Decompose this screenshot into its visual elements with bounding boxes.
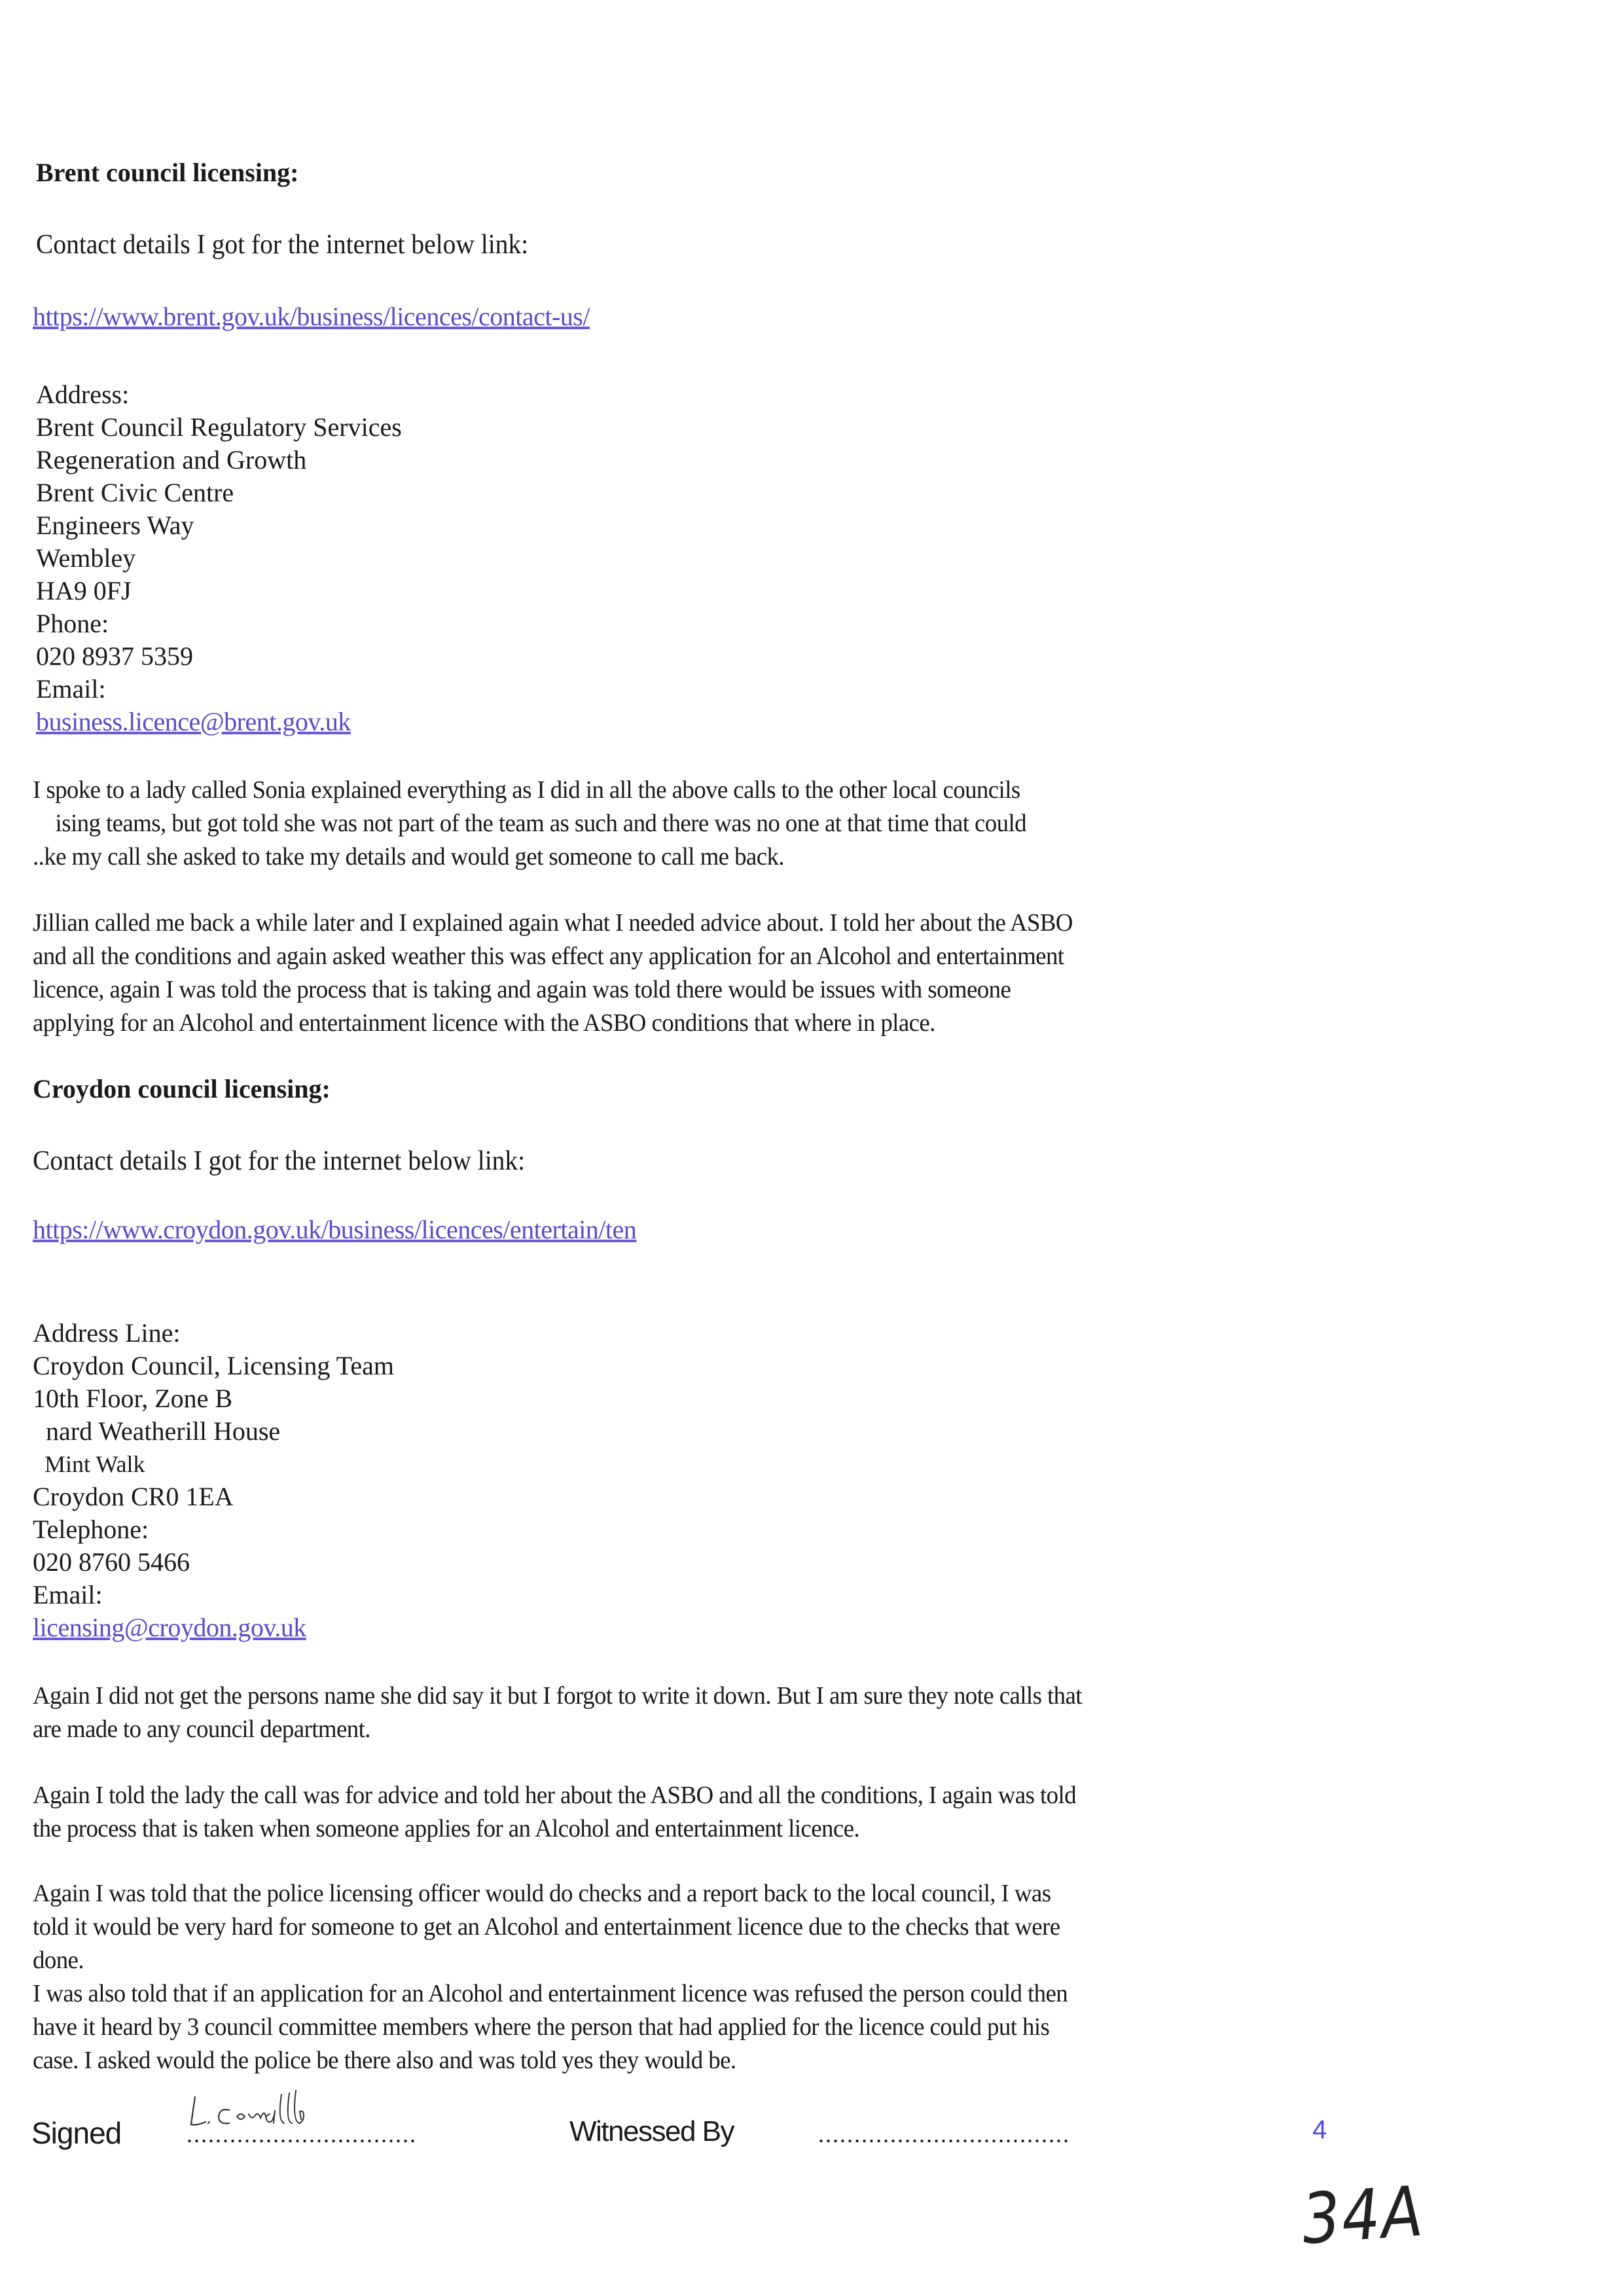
paragraph-line: licence, again I was told the process that is taking and again was told there would be issues with someone	[33, 976, 1011, 1003]
witnessed-by-label: Witnessed By	[569, 2115, 734, 2147]
croydon-phone-label: Telephone:	[33, 1515, 149, 1544]
croydon-website-link[interactable]: https://www.croydon.gov.uk/business/licences/entertain/ten	[33, 1215, 637, 1244]
signed-dotted-line: ................................	[187, 2121, 417, 2147]
brent-email-label: Email:	[36, 674, 106, 704]
page-number: 4	[1312, 2115, 1327, 2144]
paragraph-line: ..ke my call she asked to take my details and would get someone to call me back.	[33, 843, 784, 870]
paragraph-line: Again I did not get the persons name she did say it but I forgot to write it down. But I am sure they note calls that	[33, 1682, 1082, 1710]
paragraph-line: have it heard by 3 council committee members where the person that had applied for the licence could put his	[33, 2013, 1050, 2041]
brent-address-block	[36, 378, 402, 738]
brent-phone-label: Phone:	[36, 609, 109, 638]
croydon-address-line: Croydon Council, Licensing Team	[33, 1351, 394, 1380]
brent-website-link[interactable]: https://www.brent.gov.uk/business/licences/contact-us/	[33, 302, 590, 331]
paragraph-line: Again I told the lady the call was for advice and told her about the ASBO and all the conditions, I again was told	[33, 1782, 1076, 1809]
brent-address-line: Brent Council Regulatory Services	[36, 412, 402, 442]
brent-address-line: HA9 0FJ	[36, 576, 132, 605]
brent-address-line: Wembley	[36, 543, 136, 573]
signed-label: Signed	[31, 2116, 122, 2150]
croydon-address-label: Address Line:	[33, 1318, 181, 1348]
croydon-paragraph-police	[33, 1877, 1303, 2077]
brent-address-line: Regeneration and Growth	[36, 445, 307, 475]
brent-intro: Contact details I got for the internet below link:	[36, 230, 529, 260]
paragraph-line: ising teams, but got told she was not part of the team as such and there was no one at that time that could	[33, 810, 1026, 837]
witnessed-dotted-line: ...................................	[818, 2121, 1070, 2147]
paragraph-line: case. I asked would the police be there also and was told yes they would be.	[33, 2047, 736, 2074]
paragraph-line: the process that is taken when someone applies for an Alcohol and entertainment licence.	[33, 1815, 860, 1842]
croydon-address-line: nard Weatherill House	[33, 1416, 281, 1446]
croydon-address-line: Croydon CR0 1EA	[33, 1482, 234, 1511]
croydon-address-line: 10th Floor, Zone B	[33, 1384, 233, 1413]
brent-paragraph-sonia	[33, 774, 1303, 874]
croydon-email-link[interactable]: licensing@croydon.gov.uk	[33, 1613, 306, 1642]
handwritten-reference-mark: 34A	[1299, 2171, 1427, 2260]
brent-address-line: Brent Civic Centre	[36, 478, 234, 507]
brent-paragraph-jillian	[33, 906, 1303, 1040]
paragraph-line: Again I was told that the police licensing officer would do checks and a report back to the local council, I was	[33, 1880, 1051, 1907]
paragraph-line: I was also told that if an application for an Alcohol and entertainment licence was refused the person could then	[33, 1980, 1068, 2007]
brent-address-line: Engineers Way	[36, 511, 194, 540]
croydon-address-block	[33, 1317, 394, 1644]
paragraph-line: Jillian called me back a while later and I explained again what I needed advice about. I told her about the ASBO	[33, 909, 1073, 937]
croydon-intro: Contact details I got for the internet below link:	[33, 1146, 526, 1176]
paragraph-line: I spoke to a lady called Sonia explained everything as I did in all the above calls to the other local councils	[33, 776, 1020, 804]
paragraph-line: told it would be very hard for someone to get an Alcohol and entertainment licence due to the checks that were	[33, 1913, 1060, 1941]
croydon-paragraph-name	[33, 1679, 1303, 1746]
croydon-email-label: Email:	[33, 1580, 103, 1609]
brent-phone: 020 8937 5359	[36, 641, 193, 671]
brent-heading: Brent council licensing:	[36, 158, 299, 187]
croydon-phone: 020 8760 5466	[33, 1547, 190, 1577]
signature-image	[183, 2088, 399, 2134]
paragraph-line: applying for an Alcohol and entertainment licence with the ASBO conditions that where in place.	[33, 1009, 935, 1037]
paragraph-line: and all the conditions and again asked weather this was effect any application for an Alcohol and entertainment	[33, 942, 1064, 970]
brent-email-link[interactable]: business.licence@brent.gov.uk	[36, 707, 351, 736]
brent-address-label: Address:	[36, 380, 130, 409]
paragraph-line: are made to any council department.	[33, 1715, 370, 1743]
paragraph-line: done.	[33, 1946, 84, 1974]
croydon-paragraph-advice	[33, 1779, 1303, 1846]
croydon-heading: Croydon council licensing:	[33, 1074, 331, 1103]
croydon-address-line: Mint Walk	[33, 1451, 145, 1477]
